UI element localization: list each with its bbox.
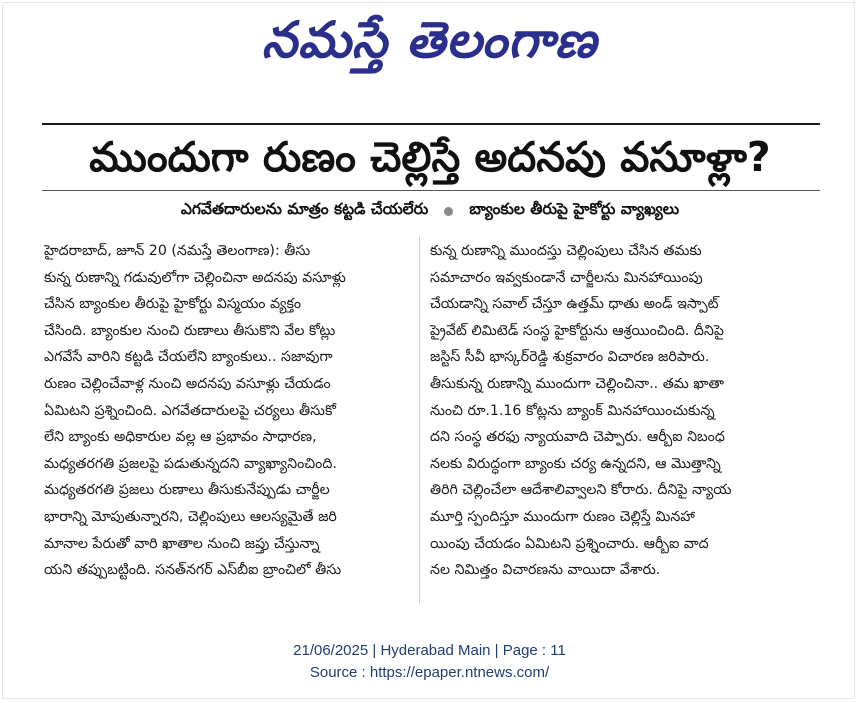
text-line: భారాన్ని మోపుతున్నారని, చెల్లింపులు ఆలస్యమైతే జరి bbox=[44, 508, 337, 525]
page-footer bbox=[0, 640, 859, 684]
text-line: దని సంస్థ తరఫు న్యాయవాది చెప్పారు. ఆర్బీఐ నిబంధ bbox=[430, 429, 725, 446]
bullet-icon bbox=[444, 207, 453, 216]
edition-info: 21/06/2025 | Hyderabad Main | Page : 11 bbox=[293, 642, 566, 659]
text-line: ఎగవేసే వారిని కట్టడి చేయలేని బ్యాంకులు.. సజావుగా bbox=[44, 349, 333, 366]
article-column-right bbox=[430, 238, 820, 584]
text-line: హైదరాబాద్, జూన్ 20 (నమస్తే తెలంగాణ): తీసు bbox=[44, 243, 311, 259]
headline-top-rule bbox=[42, 123, 820, 125]
article-subheads bbox=[40, 196, 820, 226]
text-line: నుంచి రూ.1.16 కోట్లను బ్యాంక్ మినహాయించుకున్న bbox=[430, 402, 715, 419]
article-column-left bbox=[44, 238, 430, 584]
subhead-1: ఎగవేతదారులను మాత్రం కట్టడి చేయలేరు bbox=[180, 200, 429, 218]
text-line: నల నిమిత్తం విచారణను వాయిదా వేశారు. bbox=[430, 562, 661, 579]
text-line: ఏమిటని ప్రశ్నించింది. ఎగవేతదారులపై చర్యలు తీసుకో bbox=[44, 402, 336, 419]
text-line: తీసుకున్న రుణాన్ని ముందుగా చెల్లించినా.. తమ ఖాతా bbox=[430, 375, 725, 392]
source-link[interactable]: Source : https://epaper.ntnews.com/ bbox=[309, 664, 550, 681]
text-line: మధ్యతరగతి ప్రజలపై పడుతున్నదని వ్యాఖ్యానించింది. bbox=[44, 455, 337, 472]
text-line: చేయడాన్ని సవాల్ చేస్తూ ఉత్తమ్ ధాతు అండ్ ఇస్పాట్ bbox=[430, 296, 719, 313]
text-line: మూర్తి స్పందిస్తూ ముందుగా రుణం చెల్లిస్తే మినహా bbox=[430, 508, 695, 525]
article-headline: ముందుగా రుణం చెల్లిస్తే అదనపు వసూళ్లా? bbox=[89, 133, 771, 181]
subhead-2: బ్యాంకుల తీరుపై హైకోర్టు వ్యాఖ్యలు bbox=[469, 200, 680, 218]
headline-bottom-rule bbox=[42, 190, 820, 191]
text-line: కున్న రుణాన్ని గడువులోగా చెల్లించినా అదనపు వసూళ్లు bbox=[44, 269, 346, 286]
text-line: చేసిన బ్యాంకుల తీరుపై హైకోర్టు విస్మయం వ్యక్తం bbox=[44, 296, 302, 313]
text-line: రుణం చెల్లించేవాళ్ల నుంచి అదనపు వసూళ్లు చేయడం bbox=[44, 375, 331, 392]
text-line: సమాచారం ఇవ్వకుండానే చార్జీలను మినహాయింపు bbox=[430, 269, 703, 286]
masthead-logo: నమస్తే తెలంగాణ bbox=[261, 11, 598, 69]
text-line: నలకు విరుద్ధంగా బ్యాంకు చర్య ఉన్నదని, ఆ మొత్తాన్ని bbox=[430, 455, 721, 472]
text-line: యింపు చేయడం ఏమిటని ప్రశ్నించారు. ఆర్బీఐ వాద bbox=[430, 535, 709, 552]
text-line: యని తప్పుబట్టింది. సనత్‌నగర్ ఎస్‌బీఐ బ్రాంచిలో తీసు bbox=[44, 562, 342, 579]
text-line: లేని బ్యాంకు అధికారుల వల్ల ఆ ప్రభావం సాధారణ, bbox=[44, 429, 317, 446]
text-line: ప్రైవేట్ లిమిటెడ్ సంస్థ హైకోర్టును ఆశ్రయించింది. దీనిపై bbox=[430, 322, 724, 339]
text-line: కున్న రుణాన్ని ముందస్తు చెల్లింపులు చేసిన తమకు bbox=[430, 243, 702, 259]
text-line: మధ్యతరగతి ప్రజలు రుణాలు తీసుకునేప్పుడు చార్జీల bbox=[44, 482, 330, 499]
text-line: తిరిగి చెల్లించేలా ఆదేశాలివ్వాలని కోరారు. దీనిపై న్యాయ bbox=[430, 482, 732, 499]
newspaper-masthead bbox=[0, 8, 859, 80]
text-line: మానాల పేరుతో వారి ఖాతాల నుంచి జప్తు చేస్తున్నా bbox=[44, 535, 320, 552]
text-line: చేసింది. బ్యాంకుల నుంచి రుణాలు తీసుకొని వేల కోట్లు bbox=[44, 322, 336, 339]
text-line: జస్టిస్ సీవీ భాస్కర్‌రెడ్డి శుక్రవారం విచారణ జరిపారు. bbox=[430, 349, 710, 366]
column-divider bbox=[419, 236, 420, 604]
